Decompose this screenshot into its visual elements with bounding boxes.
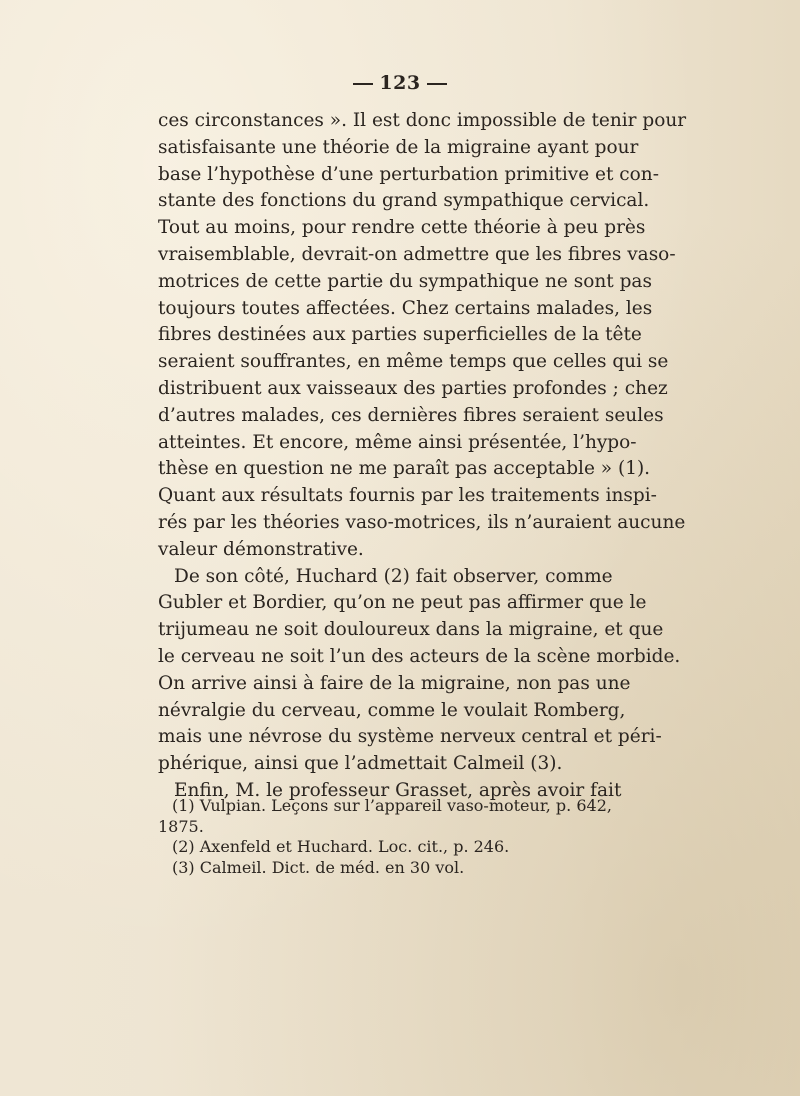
page-number-dash-left	[353, 83, 373, 85]
footnote-1-continued: 1875.	[158, 816, 204, 836]
text-line: distribuent aux vaisseaux des parties profondes ; chez	[158, 377, 668, 399]
text-line-paragraph-start: De son côté, Huchard (2) fait observer, comme	[174, 565, 613, 587]
text-line: d’autres malades, ces dernières fibres seraient seules	[158, 404, 664, 426]
text-line-paragraph-end: valeur démonstrative.	[158, 538, 364, 560]
text-line: Gubler et Bordier, qu’on ne peut pas affirmer que le	[158, 592, 647, 614]
text-line: fibres destinées aux parties superficielles de la tête	[158, 324, 642, 346]
text-line: vraisemblable, devrait-on admettre que les fibres vaso-	[158, 243, 676, 265]
text-line: thèse en question ne me paraît pas acceptable » (1).	[158, 458, 651, 480]
footnote-3: (3) Calmeil. Dict. de méd. en 30 vol.	[172, 857, 465, 877]
text-line: base l’hypothèse d’une perturbation primitive et con-	[158, 163, 659, 185]
text-line: névralgie du cerveau, comme le voulait Romberg,	[158, 699, 626, 721]
text-line: le cerveau ne soit l’un des acteurs de la scène morbide.	[158, 645, 681, 667]
text-line: satisfaisante une théorie de la migraine ayant pour	[158, 136, 639, 158]
page-number-header	[0, 72, 800, 94]
text-line-paragraph-start: Enfin, M. le professeur Grasset, après avoir fait	[174, 779, 622, 801]
main-text	[158, 108, 687, 805]
text-line: atteintes. Et encore, même ainsi présentée, l’hypo-	[158, 431, 637, 453]
footnotes	[158, 796, 612, 878]
text-line: On arrive ainsi à faire de la migraine, non pas une	[158, 672, 631, 694]
text-line-paragraph-end: phérique, ainsi que l’admettait Calmeil (3).	[158, 753, 563, 775]
text-line: Quant aux résultats fournis par les traitements inspi-	[158, 485, 657, 507]
text-line: stante des fonctions du grand sympathique cervical.	[158, 190, 650, 212]
text-line: rés par les théories vaso-motrices, ils n’auraient aucune	[158, 511, 686, 533]
page-number: 123	[379, 72, 421, 94]
text-line: seraient souffrantes, en même temps que celles qui se	[158, 351, 669, 373]
text-line: Tout au moins, pour rendre cette théorie à peu près	[158, 217, 646, 239]
text-line: mais une névrose du système nerveux central et péri-	[158, 726, 662, 748]
page-number-dash-right	[427, 83, 447, 85]
footnote-1: (1) Vulpian. Leçons sur l’appareil vaso-moteur, p. 642,	[172, 796, 612, 815]
text-line: trijumeau ne soit douloureux dans la migraine, et que	[158, 619, 664, 641]
text-line: ces circonstances ». Il est donc impossible de tenir pour	[158, 110, 687, 131]
text-line: motrices de cette partie du sympathique ne sont pas	[158, 270, 652, 292]
footnote-2: (2) Axenfeld et Huchard. Loc. cit., p. 246.	[172, 837, 510, 856]
text-line: toujours toutes affectées. Chez certains malades, les	[158, 297, 653, 319]
